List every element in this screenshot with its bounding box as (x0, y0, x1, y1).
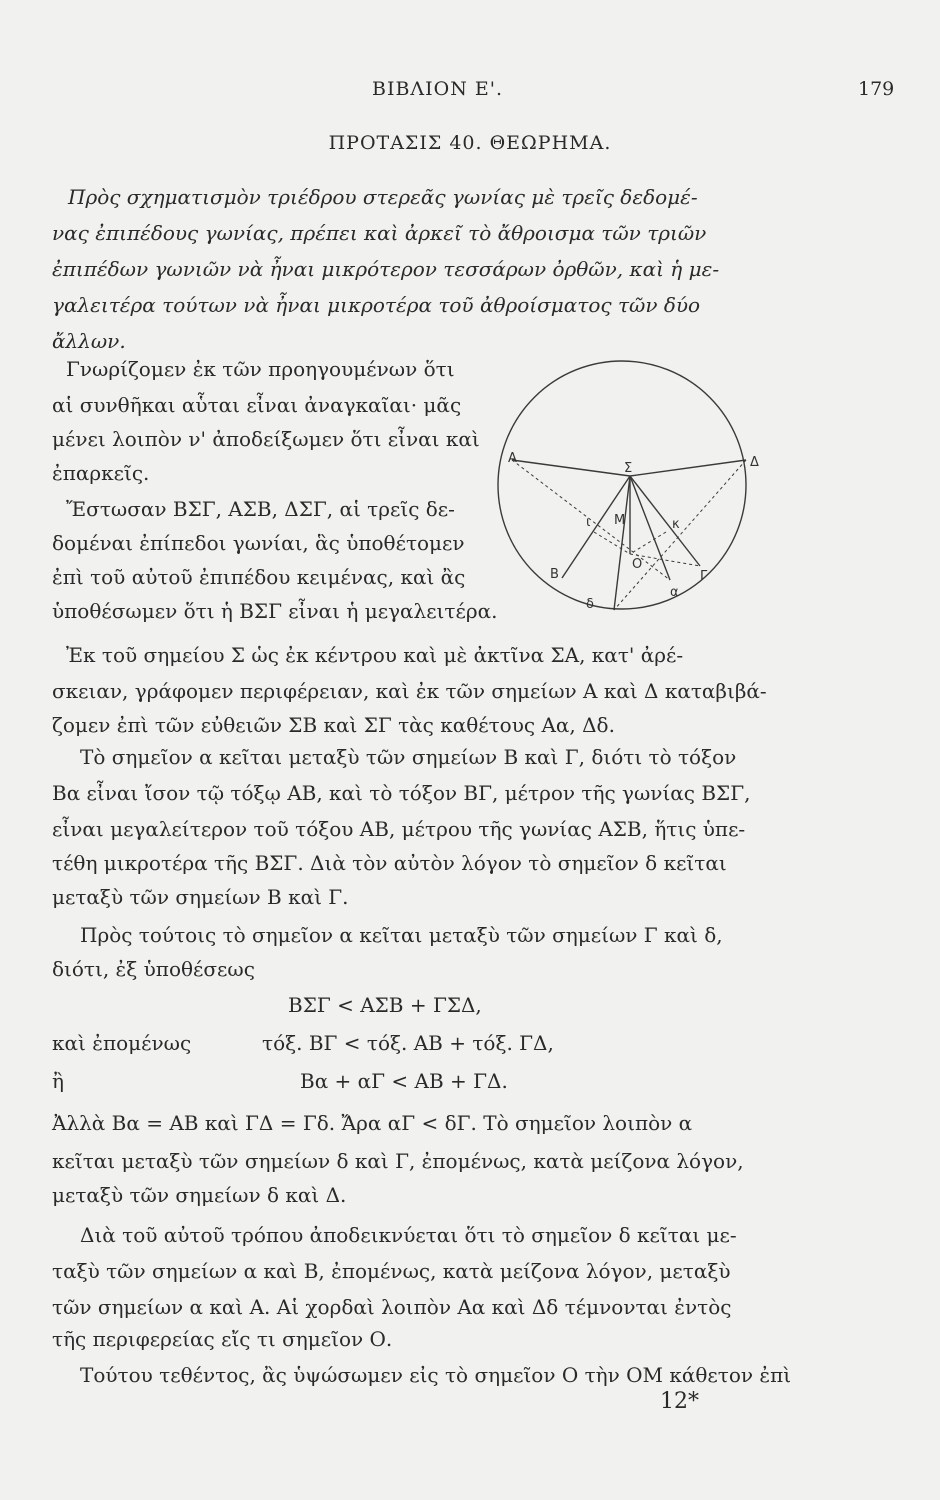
label-i: ι (586, 515, 591, 530)
body-line: ταξὺ τῶν σημείων α καὶ Β, ἐπομένως, κατὰ μείζονα λόγον, μεταξὺ (52, 1259, 731, 1283)
body-line: κεῖται μεταξὺ τῶν σημείων δ καὶ Γ, ἐπομένως, κατὰ μείζονα λόγον, (52, 1149, 744, 1173)
body-line: ζομεν ἐπὶ τῶν εὐθειῶν ΣΒ καὶ ΣΓ τὰς καθέτους Αα, Δδ. (52, 713, 615, 737)
equation: ΒΣΓ < ΑΣΒ + ΓΣΔ, (288, 993, 482, 1017)
body-line: μεταξὺ τῶν σημείων Β καὶ Γ. (52, 885, 349, 909)
line-i-O (594, 532, 630, 554)
statement-line: ἄλλων. (52, 329, 126, 353)
line-S-D (630, 460, 746, 476)
body-line: Τὸ σημεῖον α κεῖται μεταξὺ τῶν σημείων Β καὶ Γ, διότι τὸ τόξον (80, 745, 737, 769)
label-S: Σ (624, 461, 633, 476)
statement-line: νας ἐπιπέδους γωνίας, πρέπει καὶ ἀρκεῖ τὸ ἄθροισμα τῶν τριῶν (52, 221, 707, 245)
body-line: Πρὸς τούτοις τὸ σημεῖον α κεῖται μεταξὺ τῶν σημείων Γ καὶ δ, (80, 923, 723, 947)
body-line: τῶν σημείων α καὶ Α. Αἱ χορδαὶ λοιπὸν Αα καὶ Δδ τέμνονται ἐντὸς (52, 1295, 732, 1319)
geometry-diagram (490, 350, 790, 630)
label-M: Μ (614, 513, 626, 528)
body-line: ἐπὶ τοῦ αὐτοῦ ἐπιπέδου κειμένας, καὶ ἂς (52, 565, 466, 589)
label-B: Β (550, 567, 559, 582)
proposition-heading: ΠΡΟΤΑΣΙΣ 40. ΘΕΩΡΗΜΑ. (328, 132, 612, 154)
equation: Βα + αΓ < ΑΒ + ΓΔ. (300, 1069, 508, 1093)
printer-signature: 12* (660, 1389, 699, 1414)
line-A-S (512, 460, 633, 476)
body-line: ὑποθέσωμεν ὅτι ἡ ΒΣΓ εἶναι ἡ μεγαλειτέρα. (52, 599, 498, 623)
body-line: Ἀλλὰ Βα = ΑΒ καὶ ΓΔ = Γδ. Ἄρα αΓ < δΓ. Τὸ σημεῖον λοιπὸν α (52, 1111, 693, 1135)
body-line: δομέναι ἐπίπεδοι γωνίαι, ἃς ὑποθέτομεν (52, 531, 465, 555)
body-line: διότι, ἐξ ὑποθέσεως (52, 957, 255, 981)
body-line: σκειαν, γράφομεν περιφέρειαν, καὶ ἐκ τῶν σημείων Α καὶ Δ καταβιβά- (52, 679, 767, 703)
body-line: τῆς περιφερείας εἴς τι σημεῖον Ο. (52, 1327, 393, 1351)
page-number: 179 (858, 78, 895, 100)
label-O: Ο (632, 557, 643, 572)
line-k-O (630, 532, 666, 554)
body-line: Ἐκ τοῦ σημείου Σ ὡς ἐκ κέντρου καὶ μὲ ἀκτῖνα ΣΑ, κατ' ἀρέ- (66, 643, 684, 667)
equation-label: καὶ ἐπομένως (52, 1031, 192, 1055)
body-line: ἐπαρκεῖς. (52, 461, 150, 485)
page-header (0, 74, 940, 110)
label-D: Δ (750, 455, 759, 470)
statement-line: γαλειτέρα τούτων νὰ ἦναι μικροτέρα τοῦ ἀθροίσματος τῶν δύο (52, 293, 701, 317)
body-line: τέθη μικροτέρα τῆς ΒΣΓ. Διὰ τὸν αὐτὸν λόγον τὸ σημεῖον δ κεῖται (52, 851, 727, 875)
body-line: μένει λοιπὸν ν' ἀποδείξωμεν ὅτι εἶναι καὶ (52, 427, 480, 451)
body-line: μεταξὺ τῶν σημείων δ καὶ Δ. (52, 1183, 347, 1207)
statement-line: Πρὸς σχηματισμὸν τριέδρου στερεᾶς γωνίας μὲ τρεῖς δεδομέ- (68, 185, 698, 209)
label-k: κ (672, 517, 680, 532)
body-line: Τούτου τεθέντος, ἂς ὑψώσωμεν εἰς τὸ σημεῖον Ο τὴν ΟΜ κάθετον ἐπὶ (80, 1363, 792, 1387)
circle (498, 361, 746, 609)
equation-label: ἢ (52, 1069, 64, 1093)
label-d: δ (586, 597, 594, 612)
statement-line: ἐπιπέδων γωνιῶν νὰ ἦναι μικρότερον τεσσάρων ὀρθῶν, καὶ ἡ με- (52, 257, 720, 281)
body-line: Διὰ τοῦ αὐτοῦ τρόπου ἀποδεικνύεται ὅτι τὸ σημεῖον δ κεῖται με- (80, 1223, 737, 1247)
body-line: Ἔστωσαν ΒΣΓ, ΑΣΒ, ΔΣΓ, αἱ τρεῖς δε- (66, 497, 455, 521)
label-G: Γ (700, 569, 708, 584)
equation: τόξ. ΒΓ < τόξ. ΑΒ + τόξ. ΓΔ, (262, 1031, 554, 1055)
running-title: ΒΙΒΛΙΟΝ Ε'. (372, 78, 504, 100)
body-line: Γνωρίζομεν ἐκ τῶν προηγουμένων ὅτι (66, 357, 455, 381)
body-line: αἱ συνθῆκαι αὗται εἶναι ἀναγκαῖαι· μᾶς (52, 393, 462, 417)
label-A: Α (508, 451, 517, 466)
body-line: εἶναι μεγαλείτερον τοῦ τόξου ΑΒ, μέτρου τῆς γωνίας ΑΣΒ, ἥτις ὑπε- (52, 817, 746, 841)
chord-D-d (614, 460, 746, 610)
label-a: α (670, 585, 679, 600)
body-line: Βα εἶναι ἴσον τῷ τόξῳ ΑΒ, καὶ τὸ τόξον ΒΓ, μέτρον τῆς γωνίας ΒΣΓ, (52, 781, 751, 805)
